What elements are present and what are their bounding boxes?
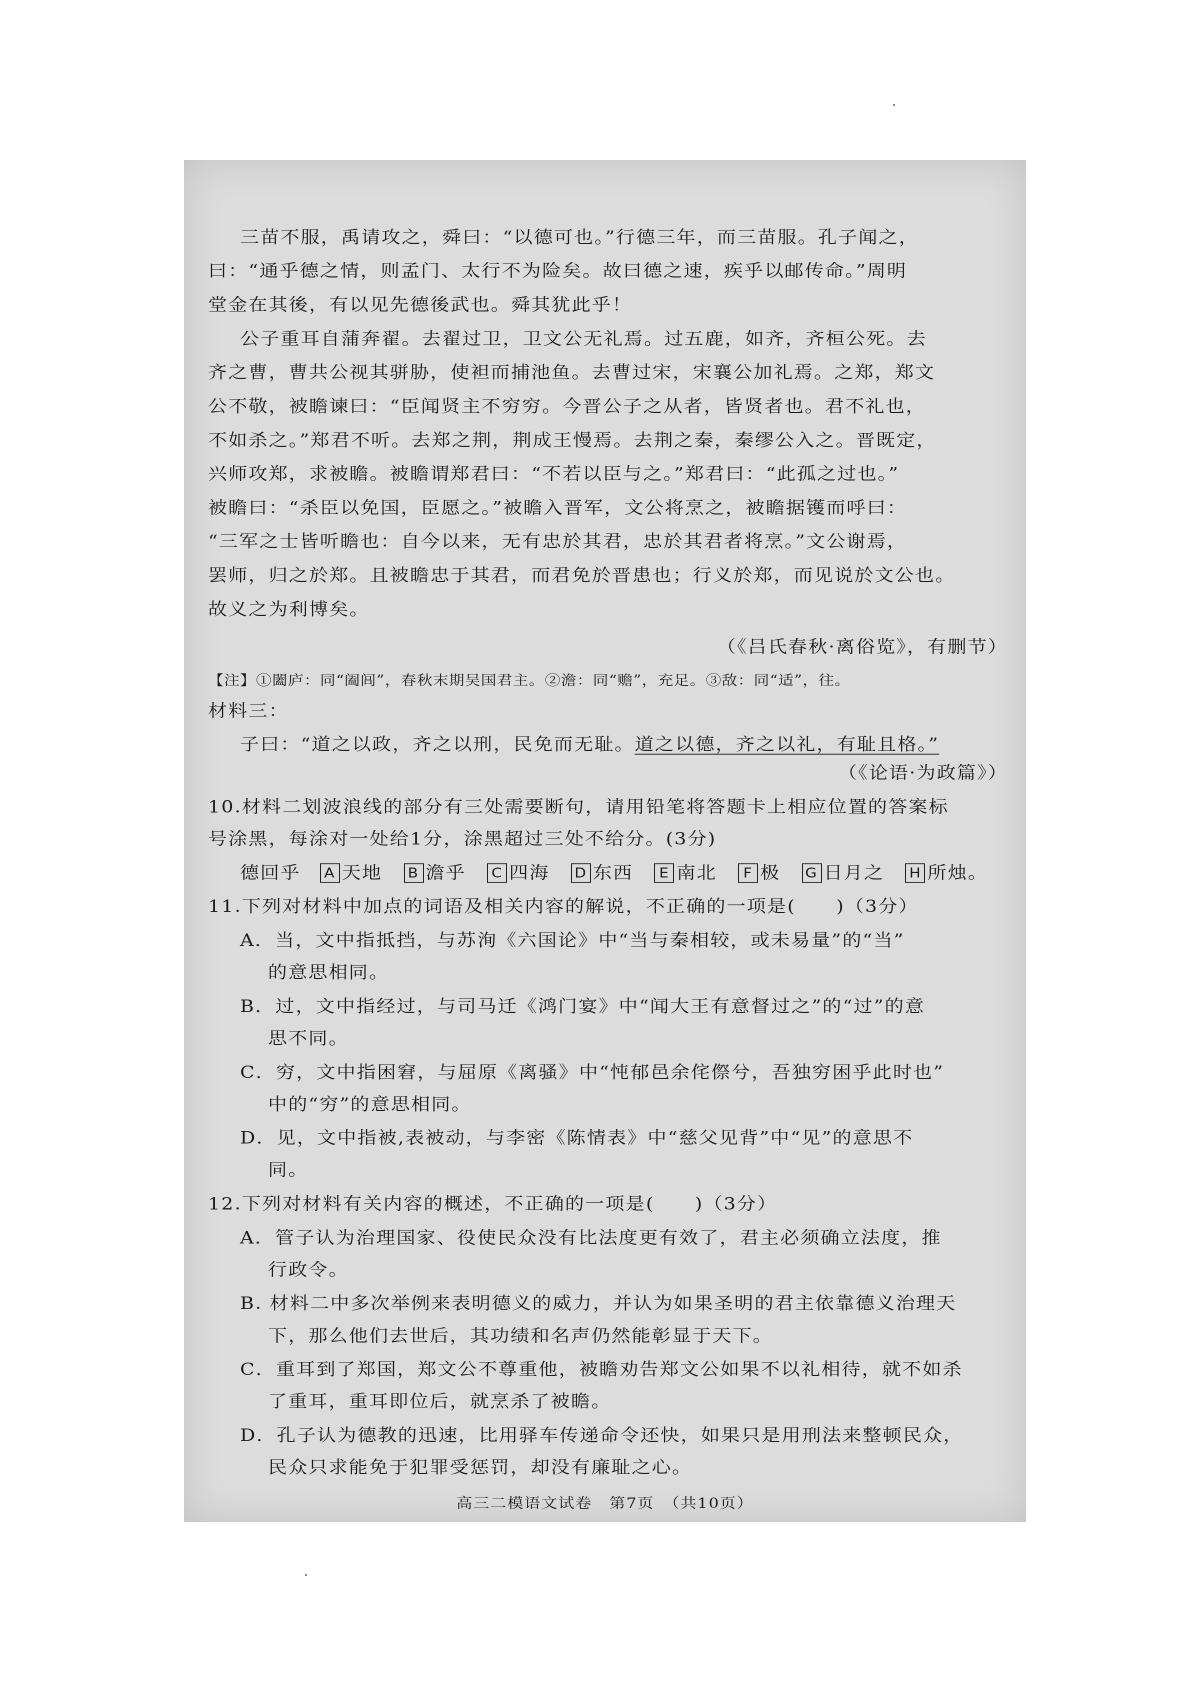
material3-label: 材料三： [208,701,289,721]
q12-option-d-line-2: 民众只求能免于犯罪受惩罚，却没有廉耻之心。 [268,1457,693,1478]
q12-option-c-line-2: 了重耳，重耳即位后，就烹杀了被瞻。 [268,1392,612,1412]
material3-source: （《论语·为政篇》） [837,763,1008,784]
speck-top [893,104,895,106]
annotation-note: 【注】①闔庐：同“阖闾”，春秋末期吴国君主。②澹：同“赡”，充足。③敌：同“适”，往。 [208,672,851,689]
material3-text-a: 子曰：“道之以政，齐之以刑，民免而无耻。 [240,735,635,755]
q10-option-c[interactable] [487,860,549,887]
q10-option-b-letter: B [404,863,424,883]
material2-p2-line-7: “三军之士皆听瞻也：自今以来，无有忠於其君，忠於其君者将烹。”文公谢焉， [208,532,908,552]
q10-option-c-text: 四海 [509,863,550,883]
q10-option-e-text: 南北 [676,863,717,883]
q10-options [240,860,1000,887]
material2-p2-line-6: 被瞻曰：“杀臣以免国，臣愿之。”被瞻入晋军，文公将烹之，被瞻据镬而呼曰： [208,498,908,518]
q10-option-f-text: 极 [760,863,781,883]
q10-option-h-text: 所烛。 [927,863,989,883]
material2-p2-line-8: 罢师，归之於郑。且被瞻忠于其君，而君免於晋患也；行义於郑，而见说於文公也。 [208,565,956,586]
q11-option-d-line-1: D．见，文中指被,表被动，与李密《陈情表》中“慈父见背”中“见”的意思不 [240,1128,914,1149]
q11-option-c-line-1: C．穷，文中指困窘，与屈原《离骚》中“忳郁邑余侘傺兮，吾独穷困乎此时也” [240,1062,945,1083]
q12-option-b-line-2: 下，那么他们去世后，其功绩和名声仍然能彰显于天下。 [268,1326,774,1346]
q11-option-d-line-2: 同。 [268,1160,309,1181]
page-content [184,160,1026,1512]
material2-source: （《吕氏春秋·离俗览》，有删节） [716,637,1008,657]
q10-option-b[interactable] [404,860,466,887]
material2-line-1: 三苗不服，禹请攻之，舜曰：“以德可也。”行德三年，而三苗服。孔子闻之， [240,227,919,248]
q10-option-f-letter: F [738,863,758,883]
material2-line-2: 曰：“通乎德之情，则孟门、太行不为险矣。故曰德之速，疾乎以邮传命。”周明 [208,261,908,282]
q10-option-e-letter: E [654,863,674,883]
q11-option-a-line-2: 的意思相同。 [268,962,390,983]
q10-option-c-letter: C [487,863,507,883]
q11-option-a-line-1: A．当，文中指抵挡，与苏洵《六国论》中“当与秦相较，或未易量”的“当” [240,930,905,951]
q11-option-b-line-2: 思不同。 [268,1028,349,1049]
material2-line-3: 堂金在其後，有以见先德後武也。舜其犹此乎！ [208,295,633,315]
q12-option-a-line-1: A．管子认为治理国家、役使民众没有比法度更有效了，君主必须确立法度，推 [240,1228,942,1248]
q10-option-e[interactable] [654,860,716,887]
page-footer: 高三二模语文试卷 第7页 （共10页） [456,1494,754,1512]
q10-option-d-text: 东西 [592,863,634,883]
material2-p2-line-3: 公不敬，被瞻谏曰：“臣闻贤主不穷穷。今晋公子之从者，皆贤者也。君不礼也， [208,396,926,417]
q11-stem: 11.下列对材料中加点的词语及相关内容的解说，不正确的一项是( )（3分） [208,897,919,917]
speck-bottom [305,1574,307,1576]
q10-option-a-letter: A [320,863,340,883]
material2-p2-line-5: 兴师攻郑，求被瞻。被瞻谓郑君曰：“不若以臣与之。”郑君曰：“此孤之过也。” [208,464,900,485]
material2-p2-line-2: 齐之曹，曹共公视其骈胁，使袒而捕池鱼。去曹过宋，宋襄公加礼焉。之郑，郑文 [208,362,936,383]
q12-option-d-line-1: D．孔子认为德教的迅速，比用驿车传递命令还快，如果只是用刑法来整顿民众， [240,1425,964,1446]
q10-option-d[interactable] [571,860,633,887]
q10-option-g[interactable] [802,860,885,887]
q10-line-1: 10.材料二划波浪线的部分有三处需要断句，请用铅笔将答题卡上相应位置的答案标 [208,797,949,817]
q10-option-g-letter: G [802,863,822,883]
q12-option-a-line-2: 行政令。 [268,1260,349,1280]
q10-option-a[interactable] [320,860,382,887]
material2-p2-line-1: 公子重耳自蒲奔翟。去翟过卫，卫文公无礼焉。过五鹿，如齐，齐桓公死。去 [240,329,927,349]
q10-lead-text: 德回乎 [240,863,301,883]
q10-option-g-text: 日月之 [823,863,885,883]
q10-option-h-letter: H [905,863,925,883]
q11-option-b-line-1: B．过，文中指经过，与司马迁《鸿门宴》中“闻大王有意督过之”的“过”的意 [240,996,926,1017]
q10-option-h[interactable] [905,860,988,887]
q12-option-c-line-1: C．重耳到了郑国，郑文公不尊重他，被瞻劝告郑文公如果不以礼相待，就不如杀 [240,1359,963,1380]
q12-stem: 12.下列对材料有关内容的概述，不正确的一项是( )（3分） [208,1194,778,1214]
q10-option-b-text: 澹乎 [425,863,466,883]
q10-option-f[interactable] [738,860,780,887]
material3-text-underlined: 道之以德，齐之以礼，有耻且格。” [634,735,940,755]
q10-option-d-letter: D [571,863,591,883]
material2-p2-line-4: 不如杀之。”郑君不听。去郑之荆，荆成王慢焉。去荆之秦，秦缪公入之。晋既定， [208,430,937,451]
material3-text [240,732,1000,759]
q12-option-b-line-1: B. 材料二中多次举例来表明德义的威力，并认为如果圣明的君主依靠德义治理天 [240,1294,957,1314]
q11-option-c-line-2: 中的“穷”的意思相同。 [268,1094,472,1115]
exam-page [184,160,1026,1522]
material2-p2-line-9: 故义之为利博矣。 [208,599,370,620]
q10-line-2: 号涂黑，每涂对一处给1分，涂黑超过三处不给分。(3分) [208,829,717,850]
q10-option-a-text: 天地 [341,863,383,883]
